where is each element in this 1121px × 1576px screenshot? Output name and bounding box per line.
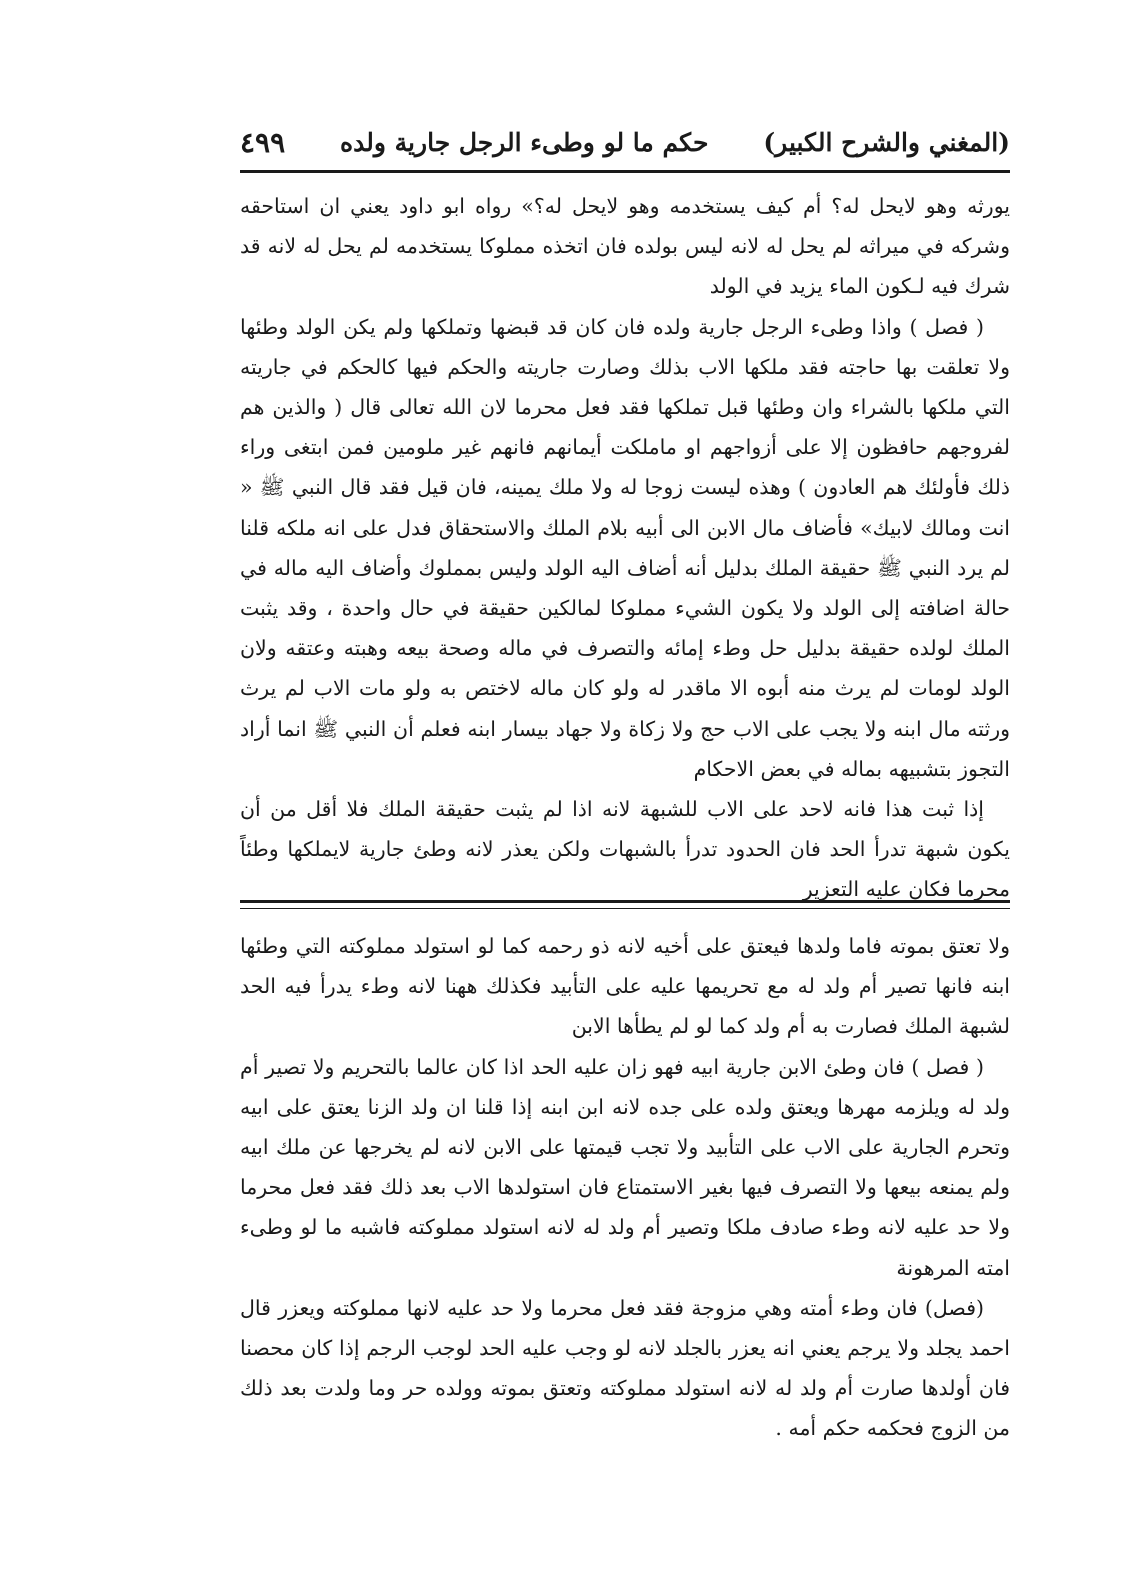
section-divider-thick: [240, 900, 1010, 903]
upper-text-block: [240, 186, 1010, 910]
section-divider-thin: [240, 908, 1010, 909]
paragraph: ( فصل ) فان وطئ الابن جارية ابيه فهو زان عليه الحد اذا كان عالما بالتحريم ولا تصير أم ولد له ويلزمه مهرها ويعتق ولده على جده لانه ابن ابنه إذا قلنا ان ولد الزنا يعتق على ابيه وتحرم الجارية على الاب على التأبيد ولا تجب قيمتها على الابن لانه لم يخرجها عن ملك ابيه ولم يمنعه بيعها ولا التصرف فيها بغير الاستمتاع فان استولدها الاب بعد ذلك فقد فعل محرما ولا حد عليه لانه وطء صادف ملكا وتصير أم ولد له لانه استولد مملوكته فاشبه ما لو وطىء امته المرهونة: [240, 1054, 1010, 1280]
header-rule: [240, 170, 1010, 173]
paragraph: ( فصل ) واذا وطىء الرجل جارية ولده فان كان قد قبضها وتملكها ولم يكن الولد وطئها ولا تعلقت بها حاجته فقد ملكها الاب بذلك وصارت جاريته والحكم فيها كالحكم في جاريته التي ملكها بالشراء وان وطئها قبل تملكها فقد فعل محرما لان الله تعالى قال ( والذين هم لفروجهم حافظون إلا على أزواجهم او ماملكت أيمانهم فانهم غير ملومين فمن ابتغى وراء ذلك فأولئك هم العادون ) وهذه ليست زوجا له ولا ملك يمينه، فان قيل فقد قال النبي ﷺ « انت ومالك لابيك» فأضاف مال الابن الى أبيه بلام الملك والاستحقاق فدل على انه ملكه قلنا لم يرد النبي ﷺ حقيقة الملك بدليل أنه أضاف اليه الولد وليس بمملوك وأضاف اليه ماله في حالة اضافته إلى الولد ولا يكون الشيء مملوكا لمالكين حقيقة في حال واحدة ، وقد يثبت الملك لولده حقيقة بدليل حل وطء إمائه والتصرف في ماله وصحة بيعه وهبته وعتقه ولان الولد لومات لم يرث منه أبوه الا ماقدر له ولو كان ماله لاختص به ولو مات الاب لم يرث ورثته مال ابنه ولا يجب على الاب حج ولا زكاة ولا جهاد بيسار ابنه فعلم أن النبي ﷺ انما أراد التجوز بتشبيهه بماله في بعض الاحكام: [240, 314, 1010, 781]
lower-text-block: [240, 926, 1010, 1449]
running-header: [240, 118, 1010, 166]
paragraph: ولا تعتق بموته فاما ولدها فيعتق على أخيه لانه ذو رحمه كما لو استولد مملوكته التي وطئها ابنه فانها تصير أم ولد له مع تحريمها عليه على التأبيد فكذلك ههنا لانه وطء يدرأ فيه الحد لشبهة الملك فصارت به أم ولد كما لو لم يطأها الابن: [240, 934, 1010, 1039]
paragraph: (فصل) فان وطء أمته وهي مزوجة فقد فعل محرما ولا حد عليه لانها مملوكته ويعزر قال احمد يجلد ولا يرجم يعني انه يعزر بالجلد لانه لو وجب عليه الحد لوجب الرجم إذا كان محصنا فان أولدها صارت أم ولد له لانه استولد مملوكته وتعتق بموته وولده حر وما ولدت بعد ذلك من الزوج فحكمه حكم أمه .: [240, 1295, 1010, 1441]
book-title: (المغني والشرح الكبير): [763, 127, 1010, 157]
paragraph: يورثه وهو لايحل له؟ أم كيف يستخدمه وهو لايحل له؟» رواه ابو داود يعني ان استاحقه وشركه في ميراثه لم يحل له لانه ليس بولده فان اتخذه مملوكا يستخدمه لم يحل له لانه قد شرك فيه لـكون الماء يزيد في الولد: [240, 194, 1010, 299]
paragraph: إذا ثبت هذا فانه لاحد على الاب للشبهة لانه اذا لم يثبت حقيقة الملك فلا أقل من أن يكون شبهة تدرأ الحد فان الحدود تدرأ بالشبهات ولكن يعذر لانه وطئ جارية لايملكها وطئاً محرما فكان عليه التعزير: [240, 797, 1010, 902]
section-title: حكم ما لو وطىء الرجل جارية ولده: [340, 127, 709, 157]
page-number: ٤٩٩: [240, 125, 286, 159]
